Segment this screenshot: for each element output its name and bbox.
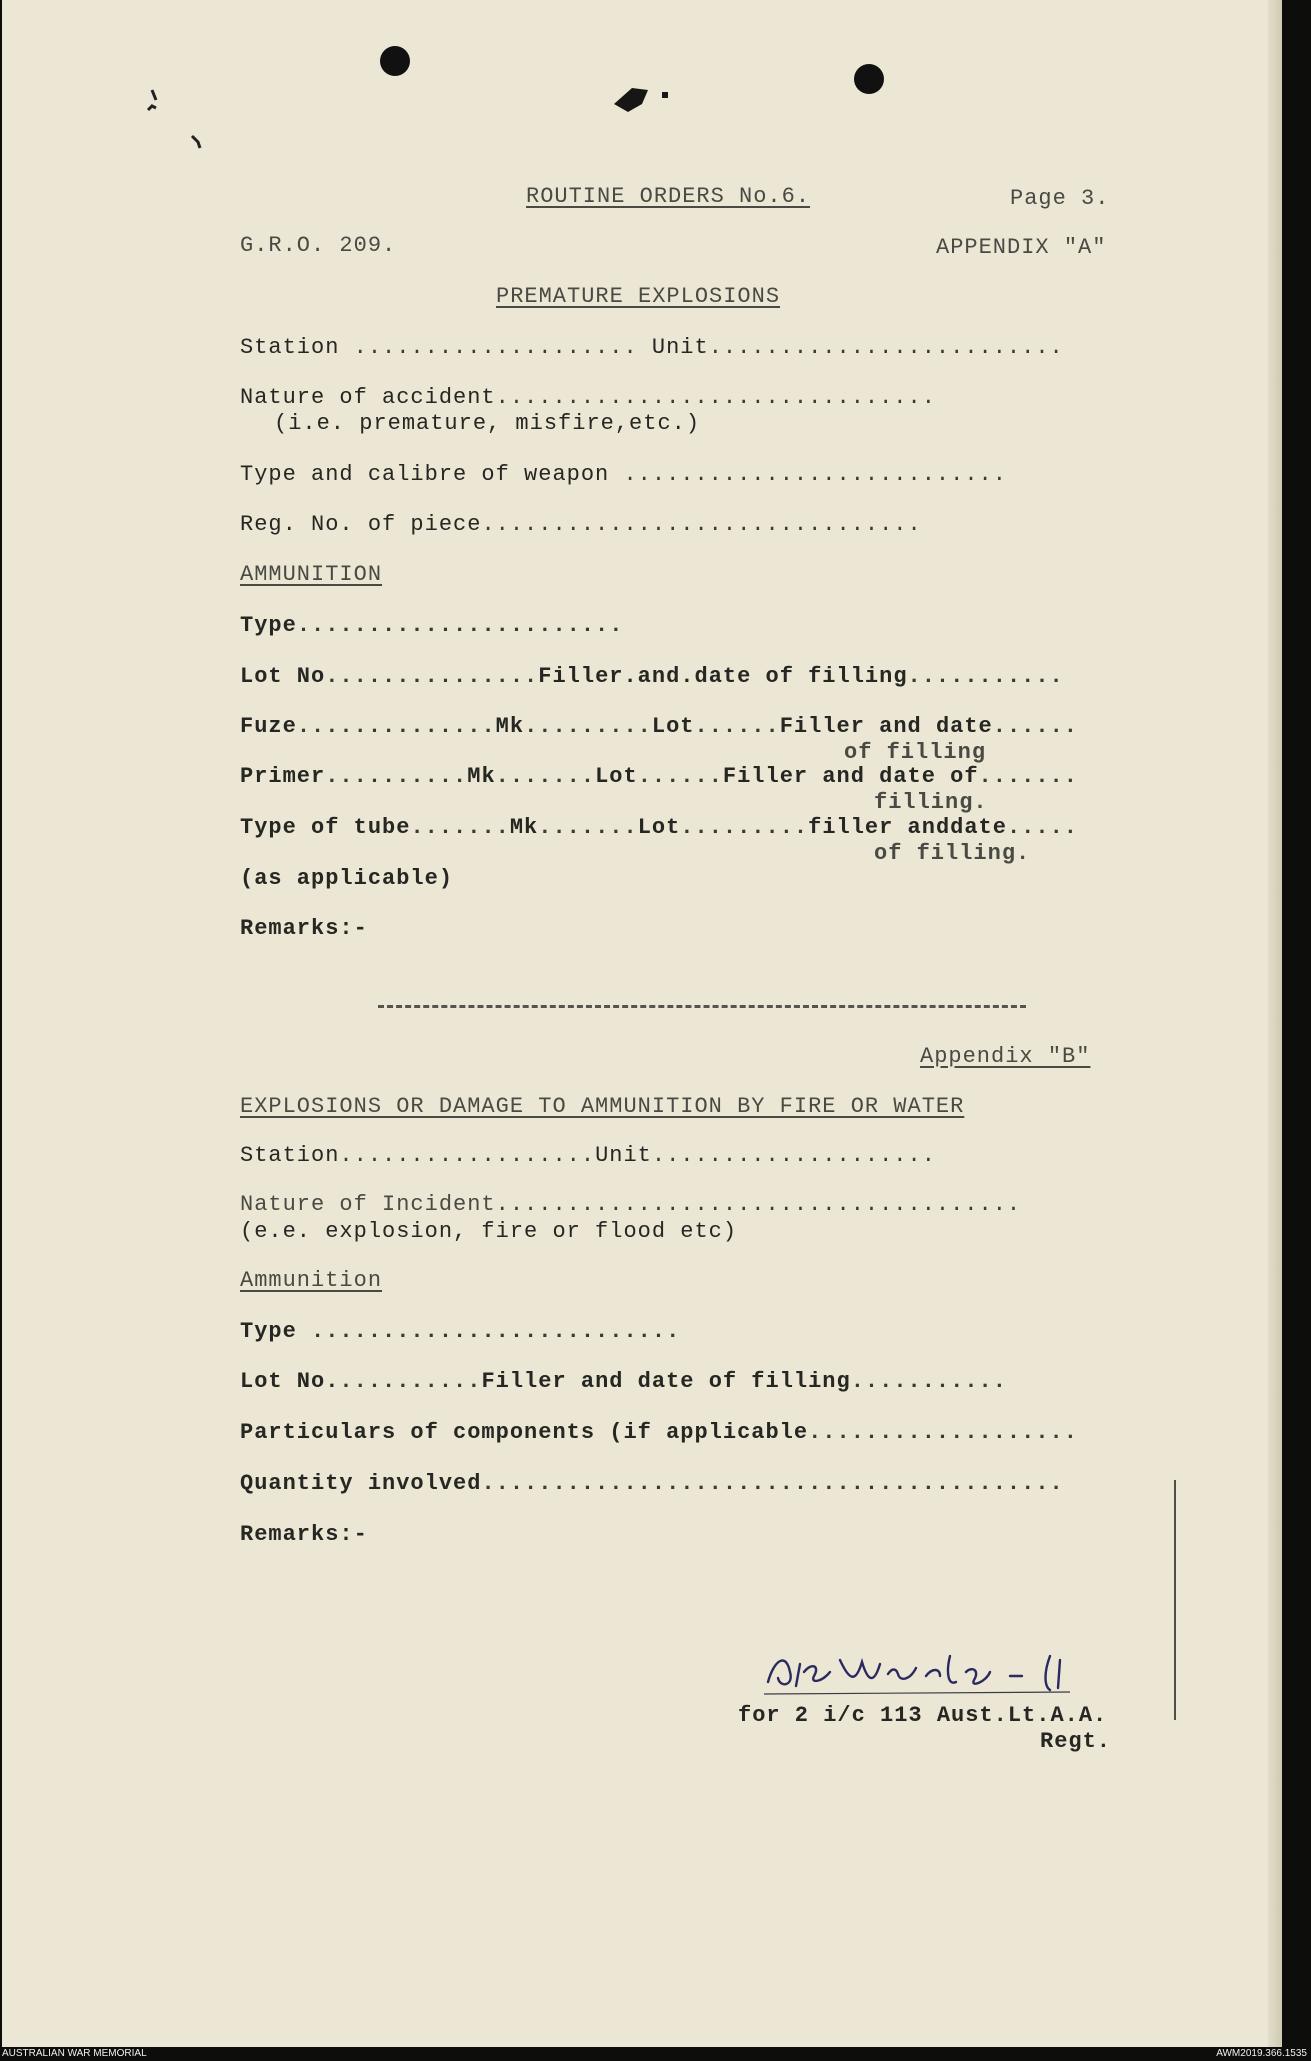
type-b-field — [240, 1319, 680, 1345]
field-leader: ........... — [907, 664, 1064, 689]
footer-institution: AUSTRALIAN WAR MEMORIAL — [2, 2048, 147, 2059]
nature-of-incident-note: (e.e. explosion, fire or flood etc) — [240, 1219, 738, 1244]
corner-marks — [142, 82, 212, 152]
primer-field — [240, 764, 1078, 790]
particulars-field — [240, 1420, 1078, 1446]
field-leader: ....... — [495, 764, 596, 789]
field-leader: ......................................... — [481, 1471, 1064, 1496]
primer-filler-continuation: filling. — [874, 790, 988, 815]
field-leader: ......... — [524, 714, 652, 739]
mk-label: Mk — [509, 815, 539, 840]
primer-filler-label: Filler and date of — [722, 764, 979, 789]
field-leader: ....... — [538, 815, 638, 840]
ammunition-heading: AMMUNITION — [240, 562, 383, 587]
tube-filler-label: filler anddate — [808, 815, 1007, 840]
field-leader: ......... — [680, 815, 809, 840]
punch-hole-left — [380, 46, 410, 76]
fuze-label: Fuze — [240, 714, 297, 739]
nature-of-accident-note: (i.e. premature, misfire,etc.) — [274, 411, 701, 436]
type-label: Type — [240, 1319, 297, 1344]
tube-filler-continuation: of filling. — [874, 841, 1031, 866]
station-label: Station — [240, 335, 340, 360]
appendix-a-label: APPENDIX "A" — [936, 235, 1107, 260]
field-leader: .......... — [325, 764, 468, 789]
lot-no-label: Lot No — [240, 664, 326, 689]
appendix-b-label: Appendix "B" — [920, 1044, 1091, 1069]
mk-label: Mk — [467, 764, 496, 789]
field-leader: ............................... — [481, 512, 922, 537]
field-leader: ................... — [808, 1420, 1078, 1445]
reg-no-label: Reg. No. of piece — [240, 512, 482, 537]
field-leader: ....... — [410, 815, 510, 840]
paper-edge — [1268, 0, 1282, 2047]
field-leader: .................. — [339, 1143, 596, 1168]
reg-no-field — [240, 512, 922, 538]
type-of-tube-field — [240, 815, 1078, 841]
station-field — [240, 335, 1064, 361]
field-leader: ........................... — [609, 462, 1007, 487]
field-leader: ..................................... — [495, 1192, 1022, 1217]
page-number: Page 3. — [1010, 186, 1110, 211]
type-label: Type — [240, 613, 297, 638]
torn-mark — [610, 78, 680, 118]
lot-no-label: Lot No. — [240, 1369, 340, 1394]
regiment-line: Regt. — [1040, 1729, 1112, 1754]
particulars-label: Particulars of components (if applicable — [240, 1420, 809, 1445]
station-label: Station — [240, 1143, 340, 1168]
handwritten-signature — [760, 1642, 1100, 1702]
field-leader: .......................... — [296, 1319, 681, 1344]
field-leader: .................... — [339, 335, 652, 360]
field-leader: ........... — [850, 1369, 1007, 1394]
section-divider — [378, 1005, 1026, 1008]
lot-no-b-field — [240, 1369, 1007, 1395]
field-leader: .............. — [296, 714, 496, 739]
unit-label: Unit — [595, 1143, 652, 1168]
fuze-filler-continuation: of filling — [844, 740, 987, 765]
type-of-tube-label: Type of tube — [240, 815, 411, 840]
nature-of-incident-label: Nature of Incident — [240, 1192, 496, 1217]
margin-rule — [1174, 1480, 1176, 1720]
quantity-label: Quantity involved — [240, 1471, 482, 1496]
lot-no-field — [240, 664, 1064, 690]
field-leader: ....... — [978, 764, 1078, 789]
field-leader: ......................... — [708, 335, 1064, 360]
lot-label: Lot — [595, 764, 638, 789]
field-leader: ...... — [992, 714, 1078, 739]
field-leader: ...... — [694, 714, 780, 739]
archive-footer — [0, 2047, 1311, 2061]
fuze-field — [240, 714, 1078, 740]
type-calibre-field — [240, 462, 1007, 488]
appendix-b-heading: EXPLOSIONS OR DAMAGE TO AMMUNITION BY FIRE OR WATER — [240, 1094, 965, 1119]
remarks-a-label: Remarks:- — [240, 916, 368, 941]
ammunition-b-heading: Ammunition — [240, 1268, 383, 1293]
field-leader: ..... — [1006, 815, 1078, 840]
primer-label: Primer — [240, 764, 326, 789]
lot-label: Lot — [651, 714, 695, 739]
filler-date-label: Filler and date of filling — [481, 1369, 851, 1394]
station-b-field — [240, 1143, 936, 1169]
nature-of-accident-label: Nature of accident — [240, 385, 496, 410]
footer-reference: AWM2019.366.1535 — [1216, 2048, 1307, 2059]
field-leader: .......... — [339, 1369, 482, 1394]
unit-label: Unit — [651, 335, 709, 360]
filler-date-label: Filler.and.date of filling — [538, 664, 908, 689]
type-calibre-label: Type and calibre of weapon — [240, 462, 610, 487]
as-applicable-note: (as applicable) — [240, 866, 454, 891]
field-leader: .................... — [651, 1143, 936, 1168]
nature-of-accident-field — [240, 385, 936, 411]
nature-of-incident-field — [240, 1192, 1021, 1218]
field-leader: ............................... — [495, 385, 936, 410]
mk-label: Mk — [495, 714, 525, 739]
lot-label: Lot — [637, 815, 681, 840]
quantity-field — [240, 1471, 1064, 1497]
field-leader: ...... — [637, 764, 723, 789]
field-leader: ....................... — [296, 613, 624, 638]
field-leader: ............... — [325, 664, 539, 689]
fuze-filler-label: Filler and date — [779, 714, 993, 739]
gro-number: G.R.O. 209. — [240, 233, 397, 258]
appendix-a-heading: PREMATURE EXPLOSIONS — [496, 284, 781, 309]
punch-hole-right — [854, 64, 884, 94]
type-field — [240, 613, 623, 639]
document-title: ROUTINE ORDERS No.6. — [526, 184, 811, 209]
remarks-b-label: Remarks:- — [240, 1522, 368, 1547]
signed-for-line: for 2 i/c 113 Aust.Lt.A.A. — [738, 1703, 1108, 1728]
